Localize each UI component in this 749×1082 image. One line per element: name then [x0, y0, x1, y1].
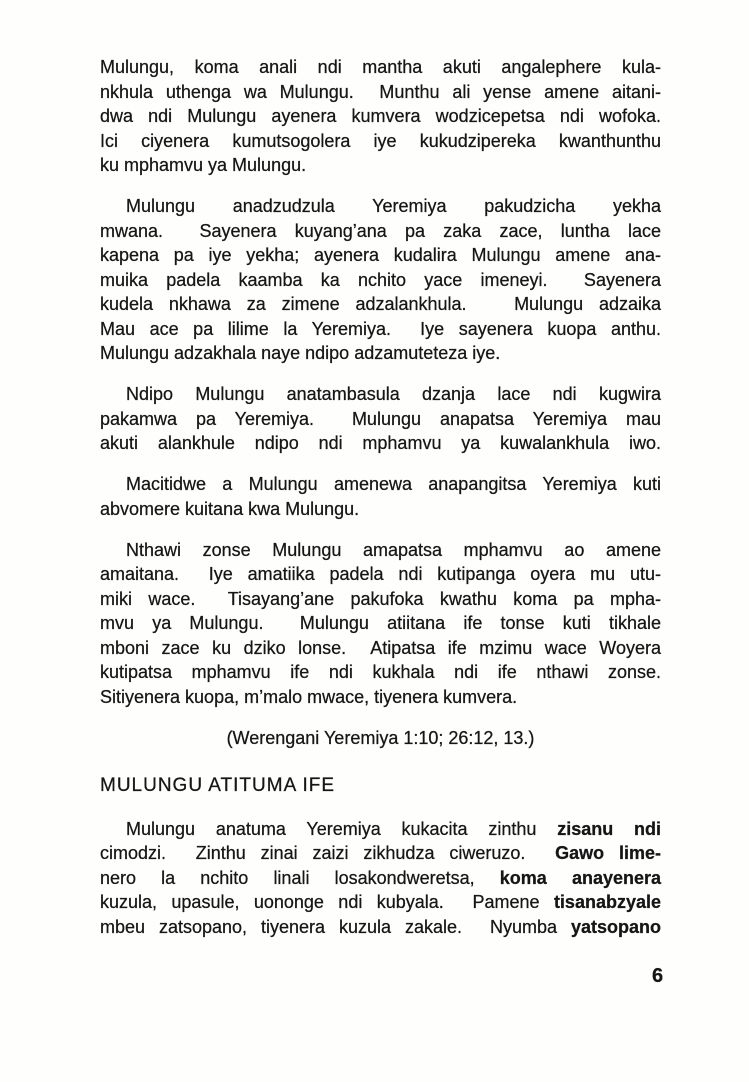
text-line: Mulungu adzakhala naye ndipo adzamuteteza iye. [100, 343, 501, 363]
text-line: Mau ace pa lilime la Yeremiya. Iye sayenera kuopa anthu. [100, 318, 661, 339]
bold-text: zisanu ndi [557, 818, 661, 839]
paragraph [100, 382, 661, 456]
bold-text: tisanabzyale [553, 892, 661, 912]
text-line: miki wace. Tisayang’ane pakufoka kwathu koma pa mpha- [100, 588, 661, 609]
text-column [100, 55, 661, 956]
paragraph [100, 472, 661, 521]
text-line: kuzula, upasule, uononge ndi kubyala. Pamene tisanabzyale [100, 892, 661, 912]
paragraph [100, 817, 661, 940]
paragraph [100, 55, 661, 178]
text-line: akuti alankhule ndipo ndi mphamvu ya kuwalankhula iwo. [100, 433, 661, 453]
text-line: dwa ndi Mulungu ayenera kumvera wodzicepetsa ndi wofoka. [100, 106, 661, 126]
bold-text: koma anayenera [499, 867, 662, 888]
text-line: amaitana. Iye amatiika padela ndi kutipanga oyera mu utu- [100, 564, 661, 584]
text-line: kudela nkhawa za zimene adzalankhula. Mulungu adzaika [100, 294, 661, 314]
text-line: kutipatsa mphamvu ife ndi kukhala ndi ife nthawi zonse. [100, 662, 661, 682]
text-line: Mulungu, koma anali ndi mantha akuti angalephere kula- [100, 57, 661, 77]
text-line: Sitiyenera kuopa, m’malo mwace, tiyenera kumvera. [100, 686, 518, 707]
text-line: Mulungu anatuma Yeremiya kukacita zinthu zisanu ndi [126, 818, 661, 839]
text-line: nero la nchito linali losakondweretsa, koma anayenera [100, 867, 662, 888]
text-line: Nthawi zonse Mulungu amapatsa mphamvu ao amene [126, 539, 661, 560]
paragraph [100, 538, 661, 710]
page-number: 6 [652, 965, 664, 987]
text-line: mbeu zatsopano, tiyenera kuzula zakale. Nyumba yatsopano [100, 916, 661, 937]
text-line: Ici ciyenera kumutsogolera iye kukudzipereka kwanthunthu [100, 130, 661, 151]
bold-text: yatsopano [570, 916, 661, 937]
text-line: Macitidwe a Mulungu amenewa anapangitsa Yeremiya kuti [126, 474, 661, 494]
text-line: mvu ya Mulungu. Mulungu atiitana ife tonse kuti tikhale [100, 613, 661, 633]
text-line: kapena pa iye yekha; ayenera kudalira Mulungu amene ana- [100, 245, 661, 265]
text-line: abvomere kuitana kwa Mulungu. [100, 498, 360, 519]
bold-text: Gawo lime- [555, 843, 661, 863]
scripture-reference: (Werengani Yeremiya 1:10; 26:12, 13.) [226, 727, 535, 748]
text-line: mwana. Sayenera kuyang’ana pa zaka zace, luntha lace [100, 220, 661, 241]
paragraph [100, 194, 661, 366]
text-line: nkhula uthenga wa Mulungu. Munthu ali yense amene aitani- [100, 81, 661, 102]
text-line: muika padela kaamba ka nchito yace imeneyi. Sayenera [100, 269, 661, 290]
text-line: mboni zace ku dziko lonse. Atipatsa ife mzimu wace Woyera [100, 637, 661, 658]
text-line: Mulungu anadzudzula Yeremiya pakudzicha yekha [126, 196, 661, 216]
text-line: pakamwa pa Yeremiya. Mulungu anapatsa Yeremiya mau [100, 408, 661, 429]
text-line: Ndipo Mulungu anatambasula dzanja lace ndi kugwira [126, 384, 661, 404]
text-line: cimodzi. Zinthu zinai zaizi zikhudza ciweruzo. Gawo lime- [100, 843, 661, 863]
text-line: ku mphamvu ya Mulungu. [100, 155, 307, 175]
section-heading: MULUNGU ATITUMA IFE [100, 775, 336, 796]
